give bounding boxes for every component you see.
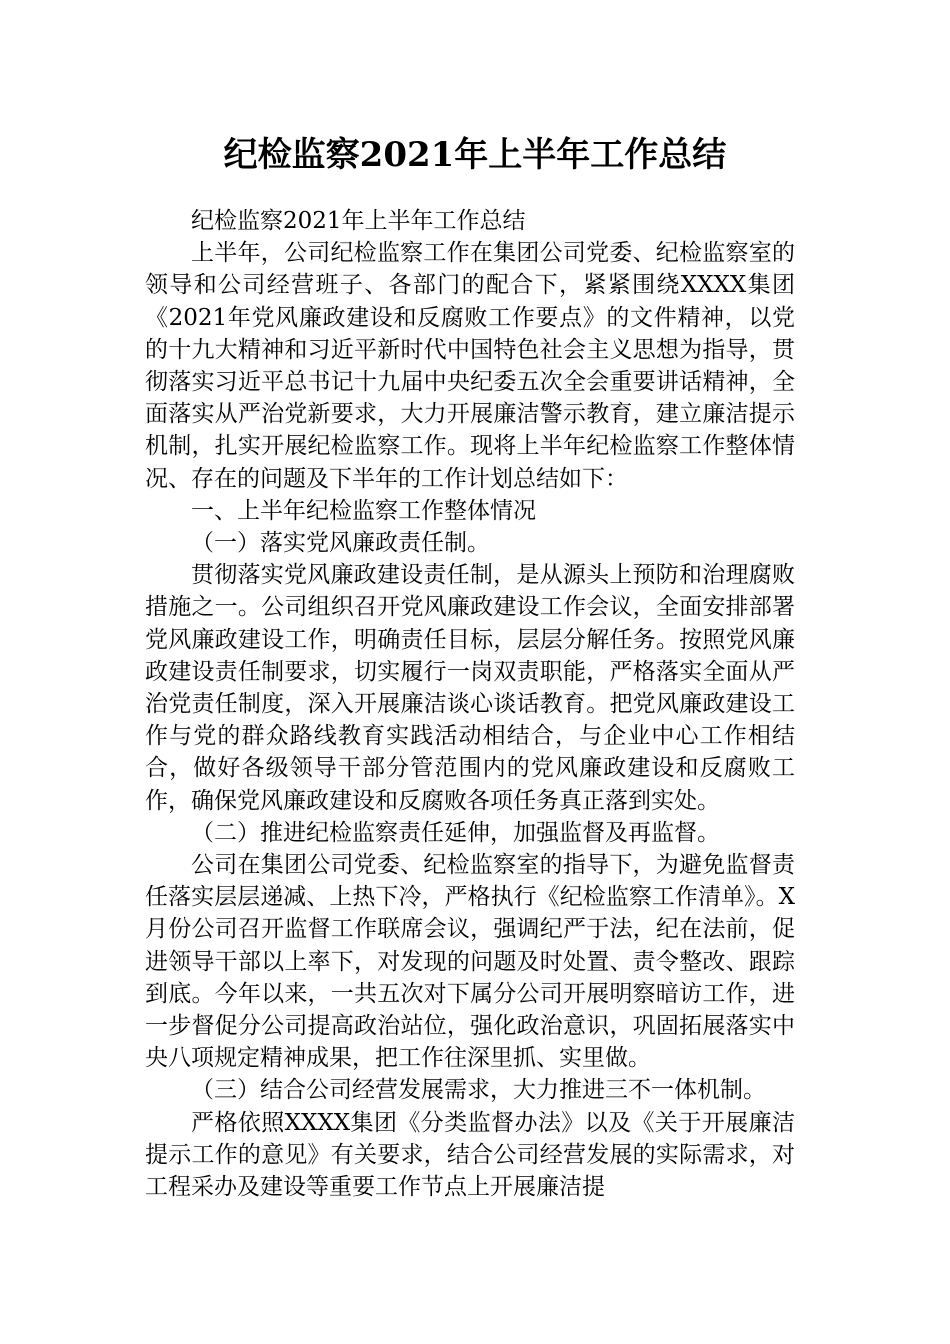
subsection-heading-2: （二）推进纪检监察责任延伸，加强监督及再监督。 <box>191 819 720 846</box>
subsection-heading-3: （三）结合公司经营发展需求，大力推进三不一体机制。 <box>191 1077 766 1104</box>
section-heading-1: 一、上半年纪检监察工作整体情况 <box>191 497 536 524</box>
paragraph-body: 贯彻落实党风廉政建设责任制，是从源头上预防和治理腐败措施之一。公司组织召开党风廉政建设工作会议，全面安排部署党风廉政建设工作，明确责任目标，层层分解任务。按照党风廉政建设责任制要求，切实履行一岗双责职能，严格落实全面从严治党责任制度，深入开展廉洁谈心谈话教育。把党风廉政建设工作与党的群众路线教育实践活动相结合，与企业中心工作相结合，做好各级领导干部分管范围内的党风廉政建设和反腐败工作，确保党风廉政建设和反腐败各项任务真正落到实处。 <box>145 562 795 814</box>
paragraph-intro: 上半年，公司纪检监察工作在集团公司党委、纪检监察室的领导和公司经营班子、各部门的配合下，紧紧围绕XXXX集团《2021年党风廉政建设和反腐败工作要点》的文件精神，以党的十九大精神和习近平新时代中国特色社会主义思想为指导，贯彻落实习近平总书记十九届中央纪委五次全会重要讲话精神，全面落实从严治党新要求，大力开展廉洁警示教育，建立廉洁提示机制，扎实开展纪检监察工作。现将上半年纪检监察工作整体情况、存在的问题及下半年的工作计划总结如下： <box>145 240 795 492</box>
paragraph-subtitle: 纪检监察2021年上半年工作总结 <box>191 208 526 234</box>
paragraph-body: 公司在集团公司党委、纪检监察室的指导下，为避免监督责任落实层层递减、上热下冷，严格执行《纪检监察工作清单》。X月份公司召开监督工作联席会议，强调纪严于法，纪在法前，促进领导干部以上率下，对发现的问题及时处置、责令整改、跟踪到底。今年以来，一共五次对下属分公司开展明察暗访工作，进一步督促分公司提高政治站位，强化政治意识，巩固拓展落实中央八项规定精神成果，把工作往深里抓、实里做。 <box>145 852 795 1072</box>
document-title: 纪检监察2021年上半年工作总结 <box>223 135 727 175</box>
subsection-heading-1: （一）落实党风廉政责任制。 <box>191 530 490 557</box>
document-body <box>145 205 795 1203</box>
paragraph-body: 严格依照XXXX集团《分类监督办法》以及《关于开展廉洁提示工作的意见》有关要求，结合公司经营发展的实际需求，对工程采办及建设等重要工作节点上开展廉洁提 <box>145 1109 795 1201</box>
